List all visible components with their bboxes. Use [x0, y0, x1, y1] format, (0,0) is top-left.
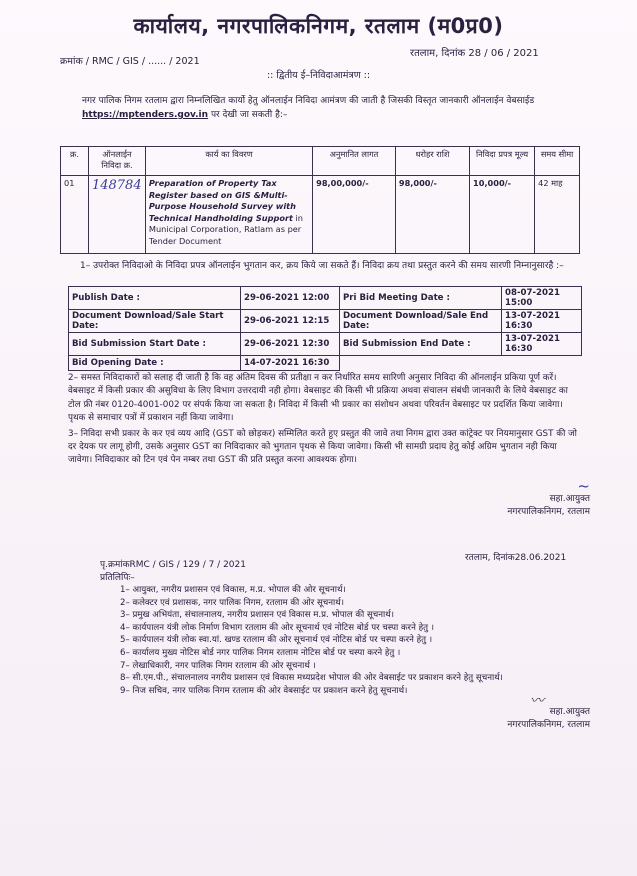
signature-office-2: नगरपालिकनिगम, रतलाम [507, 720, 590, 730]
schedule-value: 14-07-2021 16:30 [241, 356, 340, 371]
description-italic: Preparation of Property Tax Register based on GIS &Multi-Purpose Household Survey with Technical Handholding Support [148, 178, 296, 223]
copy-reference: पृ.क्रमांकRMC / GIS / 129 / 7 / 2021 [100, 560, 246, 570]
issue-date: रतलाम, दिनांक 28 / 06 / 2021 [410, 48, 539, 59]
row-description [145, 176, 312, 254]
points-2-3 [68, 372, 582, 468]
copy-label: प्रतिलिपिः– [100, 573, 135, 583]
col-time-limit: समय सीमा [535, 147, 580, 176]
schedule-value: 29-06-2021 12:30 [241, 333, 340, 356]
signature-mark-2: 〰 [530, 693, 544, 709]
list-item: 8– सी.एम.पी., संचालनालय नगरीय प्रशासन एवं विकास मध्यप्रदेश भोपाल की ओर वेबसाईट पर प्रकाशन करने हेतु सूचनार्थ। [120, 673, 503, 684]
copy-date: रतलाम, दिनांक28.06.2021 [465, 553, 567, 563]
schedule-label: Bid Submission Start Date : [69, 333, 241, 356]
table-row [69, 310, 582, 333]
schedule-label: Pri Bid Meeting Date : [340, 287, 502, 310]
schedule-label: Document Download/Sale Start Date: [69, 310, 241, 333]
point-3: 3– निविदा सभी प्रकार के कर एवं व्यय आदि (GST को छोड़कर) सम्मिलित करते हुए प्रस्तुत की जावे तथा निगम द्वारा उक्त कांट्रेक्ट पर नियमानुसार GST की जो दर देयक पर लागू होगी, उसके अनुसार GST का निविदाकार को भुगतान पृथक से किया जावेगा। किसी भी सामग्री प्रदाय हेतु कोई अग्रिम भुगतान नही किया जावेगा। निविदाकार को टिन एवं पेन नम्बर तथा GST की प्रति प्रस्तुत करना आवश्यक होगा। [68, 428, 577, 466]
col-emd: धरोहर राशि [395, 147, 469, 176]
col-estimated-cost: अनुमानित लागत [313, 147, 396, 176]
row-serial: 01 [61, 176, 89, 254]
intro-text: नगर पालिक निगम रतलाम द्वारा निम्नलिखित कार्यो हेतु ऑनलाईन निविदा आमंत्रण की जाती है जिसकी विस्तृत जानकारी ऑनलाईन वेबसाईड [82, 96, 535, 106]
list-item: 1– आयुक्त, नगरीय प्रशासन एवं विकास, म.प्र. भोपाल की ओर सूचनार्थ। [120, 585, 346, 595]
schedule-value: 08-07-2021 15:00 [502, 287, 582, 310]
list-item: 7– लेखाधिकारी, नगर पालिक निगम रतलाम की ओर सूचनार्थ । [120, 660, 316, 671]
signature-title-2: सहा.आयुक्त [549, 707, 590, 717]
row-time: 42 माह [535, 176, 580, 254]
notice-subtitle: :: द्वितीय ई–निविदाआमंत्रण :: [266, 70, 371, 81]
row-fee: 10,000/- [470, 176, 535, 254]
schedule-value: 13-07-2021 16:30 [502, 310, 582, 333]
row-tender-no: 148784 [88, 176, 145, 254]
table-row [69, 356, 582, 371]
schedule-label [340, 356, 502, 371]
tender-website-link[interactable]: https://mptenders.gov.in [82, 110, 209, 120]
office-title: कार्यालय, नगरपालिकनिगम, रतलाम (म0प्र0) [133, 14, 504, 38]
list-item: 4– कार्यपालन यंत्री लोक निर्माण विभाग रतलाम की ओर सूचनार्थ एवं नोटिस बोर्ड पर चस्पा करने हेतु । [120, 622, 435, 633]
table-row [69, 287, 582, 310]
signature-office-1: नगरपालिकनिगम, रतलाम [507, 507, 590, 517]
list-item: 5– कार्यपालन यंत्री लोक स्वा.यां. खण्ड रतलाम की ओर सूचनार्थ एवं नोटिस बोर्ड पर चस्पा करने हेतु । [120, 635, 433, 646]
schedule-label: Publish Date : [69, 287, 241, 310]
schedule-value [502, 356, 582, 371]
table-row [69, 333, 582, 356]
copy-list [120, 584, 590, 697]
reference-number: क्रमांक / RMC / GIS / ...... / 2021 [60, 56, 200, 67]
schedule-value: 13-07-2021 16:30 [502, 333, 582, 356]
schedule-value: 29-06-2021 12:15 [241, 310, 340, 333]
schedule-label: Bid Submission End Date : [340, 333, 502, 356]
list-item: 2– कलेक्टर एवं प्रशासक, नगर पालिक निगम, रतलाम की ओर सूचनार्थ। [120, 597, 345, 608]
signature-block-2 [440, 692, 590, 732]
signature-title-1: सहा.आयुक्त [549, 494, 590, 504]
tender-table-header [61, 147, 580, 176]
signature-mark-1: ~ [577, 477, 590, 495]
table-row [61, 176, 580, 254]
signature-spacer [440, 692, 590, 706]
schedule-table [68, 286, 582, 371]
schedule-value: 29-06-2021 12:00 [241, 287, 340, 310]
col-serial: क्र. [61, 147, 89, 176]
schedule-label: Document Download/Sale End Date: [340, 310, 502, 333]
intro-paragraph [82, 94, 582, 122]
col-tender-no: ऑनलाईन निविदा क्र. [88, 147, 145, 176]
list-item: 9– निज सचिव, नगर पालिक निगम रतलाम की ओर वेबसाईट पर प्रकाशन करने हेतु सूचनार्थ। [120, 685, 408, 696]
signature-block-1 [440, 477, 590, 519]
schedule-label: Bid Opening Date : [69, 356, 241, 371]
description-plain: in Municipal Corporation, Ratlam as per Tender Document [148, 212, 303, 246]
list-item: 6– कार्यालय मुख्य नोटिस बोर्ड नगर पालिक निगम रतलाम नोटिस बोर्ड पर चस्पा करने हेतु । [120, 647, 401, 658]
tender-table [60, 146, 580, 254]
row-cost: 98,00,000/- [313, 176, 396, 254]
list-item: 3– प्रमुख अभियंता, संचालनालय, नगरीय प्रशासन एवं विकास म.प्र. भोपाल की सूचनार्थ। [120, 610, 394, 621]
col-form-fee: निविदा प्रपत्र मूल्य [470, 147, 535, 176]
intro-suffix: पर देखी जा सकती है:– [210, 110, 288, 120]
row-emd: 98,000/- [395, 176, 469, 254]
point-2: 2– समस्त निविदाकारों को सलाह दी जाती है कि वह अंतिम दिवस की प्रतीक्षा न कर निर्धारित समय सारिणी अनुसार निविदा की ऑनलाईन प्रकिया पूर्ण करें। वेबसाइट में किसी प्रकार की असुविधा के लिए विभाग उत्तरदायी नही होगा। वेबसाइट की किसी भी प्रक्रिया अथवा संचालन संबंधी जानकारी के लिये वेबसाइट का टोल फ्री नंबर 0120-4001-002 पर संपर्क किया जा सकता है। निविदा में किसी भी प्रकार का संशोधन अथवा परिवर्तन वेबसाइट पर प्रदर्शित किया जावेगा। पृथक से समाचार पत्रों में प्रकाशन नहीं किया जावेगा। [68, 373, 568, 424]
point-1: 1– उपरोक्त निविदाओ के निविदा प्रपत्र ऑनलाईन भुगतान कर, क्रय किये जा सकते हैं। निविदा क्रय तथा प्रस्तुत करने की समय सारणी निम्नानुसारहै :– [80, 261, 564, 271]
col-description: कार्य का विवरण [145, 147, 312, 176]
